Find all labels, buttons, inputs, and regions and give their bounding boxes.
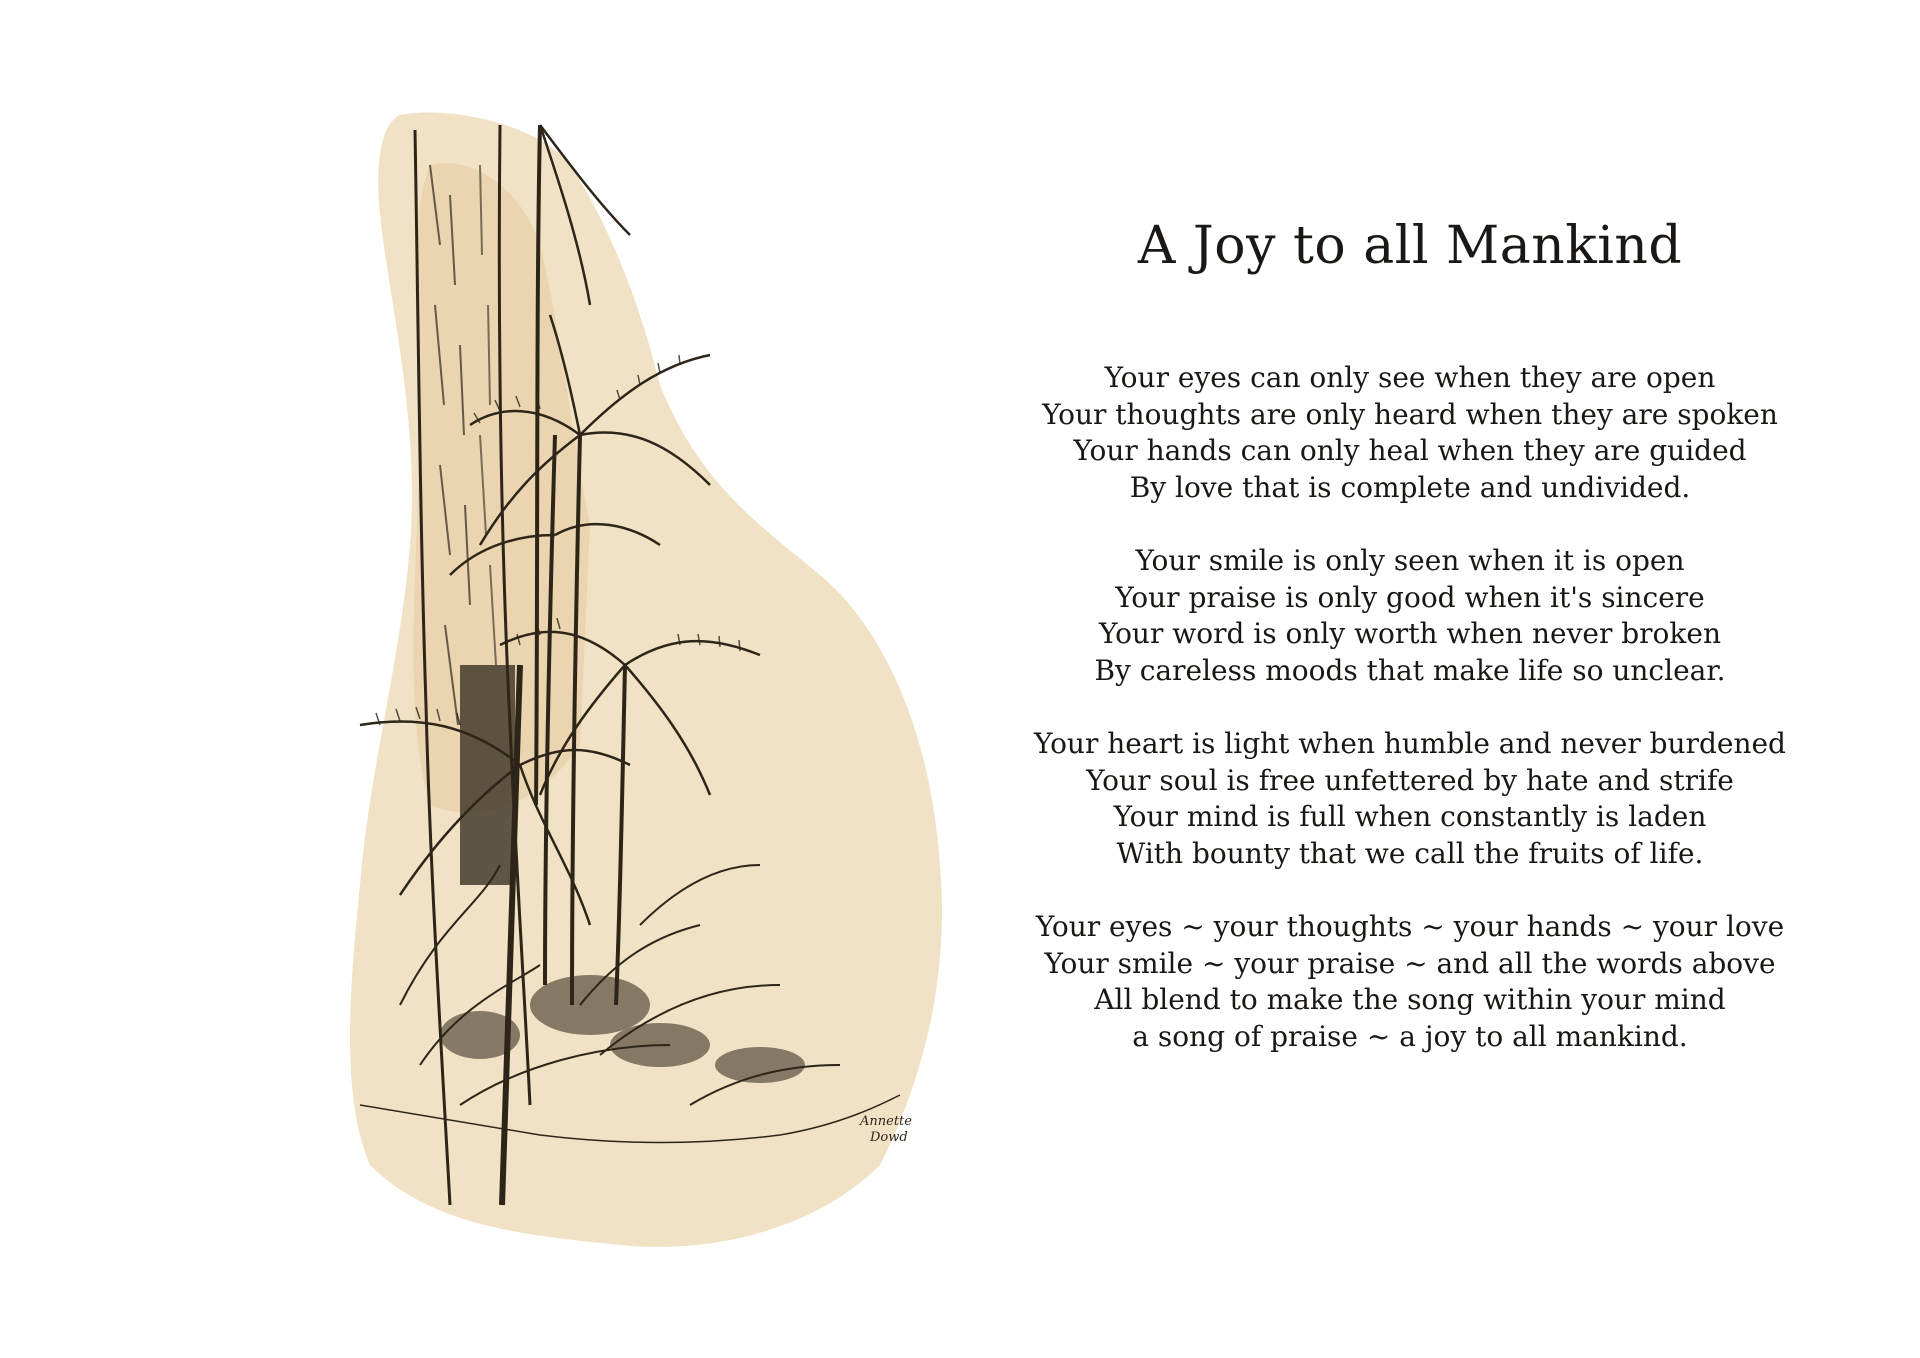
stanza-2 (1000, 543, 1820, 689)
poem-line: Your hands can only heal when they are guided (1073, 434, 1747, 467)
poem-line: Your smile ~ your praise ~ and all the words above (1044, 946, 1776, 980)
poem-line: By careless moods that make life so unclear. (1094, 653, 1726, 687)
poem-line: Your praise is only good when it's sincere (1115, 580, 1705, 614)
poem-line: Your eyes ~ your thoughts ~ your hands ~ your love (1035, 910, 1785, 943)
artist-signature: Annette (860, 1114, 912, 1129)
rainforest-illustration (340, 105, 950, 1255)
poem-line: By love that is complete and undivided. (1129, 470, 1691, 504)
poem-line: Your thoughts are only heard when they are spoken (1042, 397, 1778, 431)
poem-line: a song of praise ~ a joy to all mankind. (1132, 1019, 1688, 1053)
poem-line: All blend to make the song within your mind (1094, 983, 1726, 1016)
poem-line: Your soul is free unfettered by hate and strife (1086, 763, 1734, 797)
poem (1000, 216, 1820, 1092)
poem-line: Your eyes can only see when they are open (1104, 361, 1716, 394)
poem-title: A Joy to all Mankind (1137, 216, 1683, 276)
poem-line: Your word is only worth when never broken (1099, 617, 1721, 650)
poem-line: Your mind is full when constantly is laden (1113, 800, 1707, 833)
stanza-1 (1000, 360, 1820, 506)
poem-line: Your heart is light when humble and never burdened (1034, 727, 1786, 760)
stanza-4 (1000, 909, 1820, 1055)
poem-line: With bounty that we call the fruits of life. (1116, 836, 1704, 870)
stanza-3 (1000, 726, 1820, 872)
poem-line: Your smile is only seen when it is open (1135, 544, 1685, 577)
svg-text:Dowd: Dowd (870, 1130, 908, 1145)
